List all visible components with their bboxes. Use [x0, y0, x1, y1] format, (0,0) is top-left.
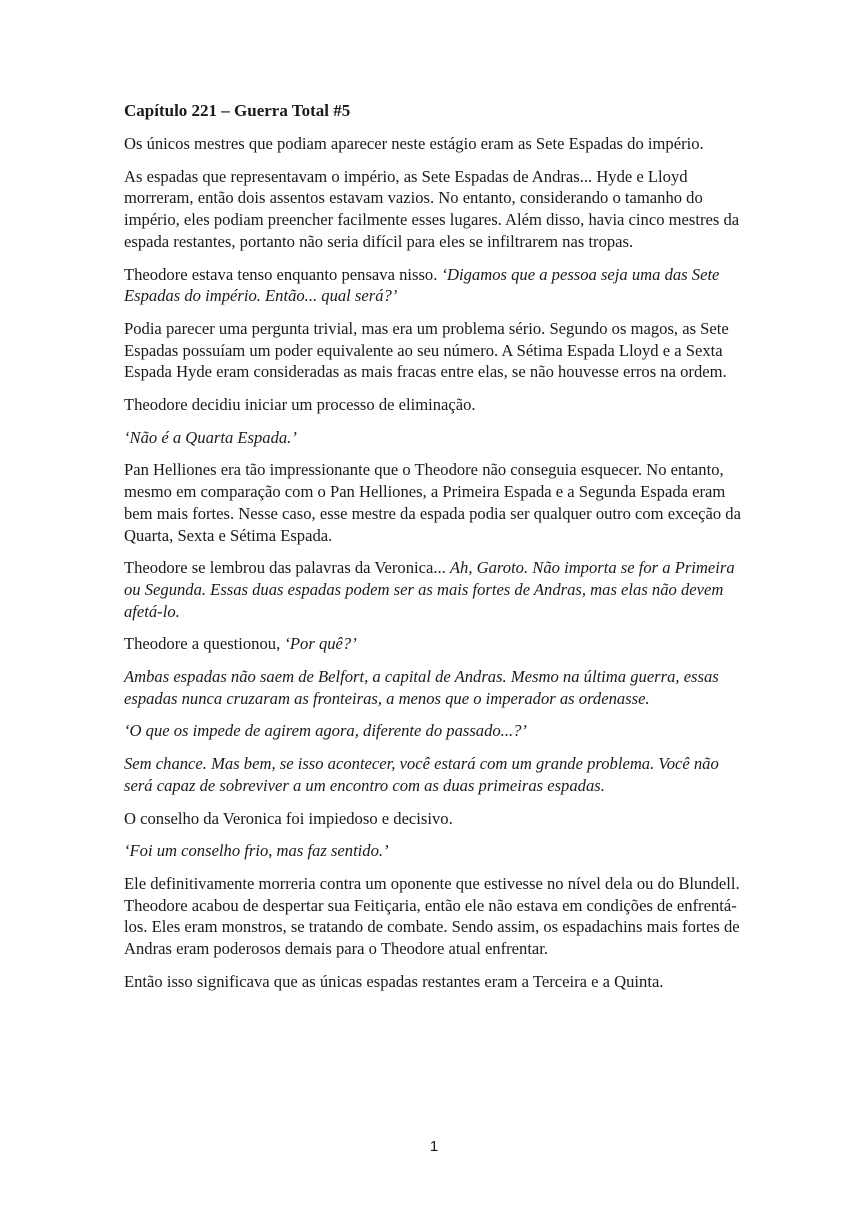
text-run: Theodore se lembrou das palavras da Veronica...	[124, 558, 450, 578]
text-run: Ele definitivamente morreria contra um oponente que estivesse no nível dela ou do Blundell. Theodore acabou de despertar sua Feitiçaria, então ele não estava em condições de enfrentá-los. Eles eram monstros, se tratando de combate. Sendo assim, os espadachins mais fortes de Andras eram poderosos demais para o Theodore atual enfrentar.	[124, 873, 740, 959]
text-run: Os únicos mestres que podiam aparecer neste estágio eram as Sete Espadas do império.	[124, 134, 704, 153]
italic-text-run: Ambas espadas não saem de Belfort, a capital de Andras. Mesmo na última guerra, essas espadas nunca cruzaram as fronteiras, a menos que o imperador as ordenasse.	[124, 667, 719, 708]
paragraph	[124, 633, 744, 655]
italic-text-run: ‘Por quê?’	[284, 634, 357, 654]
paragraph	[124, 557, 744, 622]
page-number: 1	[429, 1138, 439, 1155]
paragraph-list	[124, 133, 744, 993]
italic-text-run: ‘O que os impede de agirem agora, diferente do passado...?’	[124, 721, 527, 741]
paragraph	[124, 166, 744, 253]
text-run: Então isso significava que as únicas espadas restantes eram a Terceira e a Quinta.	[124, 971, 664, 991]
paragraph	[124, 840, 744, 862]
text-run: Theodore decidiu iniciar um processo de eliminação.	[124, 395, 476, 415]
paragraph	[124, 666, 744, 709]
text-run: O conselho da Veronica foi impiedoso e decisivo.	[124, 808, 453, 828]
text-run: Theodore a questionou,	[124, 634, 285, 654]
text-run: Theodore estava tenso enquanto pensava nisso.	[124, 264, 442, 284]
paragraph	[124, 459, 744, 546]
italic-text-run: Ah, Garoto. Não importa se for a Primeira ou Segunda. Essas duas espadas podem ser as mais fortes de Andras, mas elas não devem afetá-lo.	[124, 558, 735, 621]
paragraph	[124, 753, 744, 796]
text-run: As espadas que representavam o império, as Sete Espadas de Andras... Hyde e Lloyd morreram, então dois assentos estavam vazios. No entanto, considerando o tamanho do império, eles podiam preencher facilmente esses lugares. Além disso, havia cinco mestres da espada restantes, portanto não seria difícil para eles se infiltrarem nas tropas.	[124, 166, 740, 251]
italic-text-run: Sem chance. Mas bem, se isso acontecer, você estará com um grande problema. Você não será capaz de sobreviver a um encontro com as duas primeiras espadas.	[124, 754, 719, 795]
paragraph	[124, 873, 744, 960]
paragraph	[124, 720, 744, 742]
paragraph	[124, 427, 744, 449]
paragraph	[124, 971, 744, 993]
paragraph	[124, 133, 744, 155]
paragraph	[124, 318, 744, 383]
paragraph	[124, 394, 744, 416]
paragraph	[124, 264, 744, 307]
paragraph	[124, 808, 744, 830]
text-run: Podia parecer uma pergunta trivial, mas era um problema sério. Segundo os magos, as Sete Espadas possuíam um poder equivalente ao seu número. A Sétima Espada Lloyd e a Sexta Espada Hyde eram consideradas as mais fracas entre elas, se não houvesse erros na ordem.	[124, 318, 729, 382]
text-run: Pan Helliones era tão impressionante que o Theodore não conseguia esquecer. No entanto, mesmo em comparação com o Pan Helliones, a Primeira Espada e a Segunda Espada eram bem mais fortes. Nesse caso, esse mestre da espada podia ser qualquer outro com exceção da Quarta, Sexta e Sétima Espada.	[124, 460, 741, 545]
italic-text-run: ‘Digamos que a pessoa seja uma das Sete Espadas do império. Então... qual será?’	[124, 264, 720, 306]
document-body	[124, 100, 744, 1004]
italic-text-run: ‘Não é a Quarta Espada.’	[124, 427, 297, 447]
italic-text-run: ‘Foi um conselho frio, mas faz sentido.’	[124, 841, 389, 861]
chapter-title: Capítulo 221 – Guerra Total #5	[124, 101, 351, 120]
